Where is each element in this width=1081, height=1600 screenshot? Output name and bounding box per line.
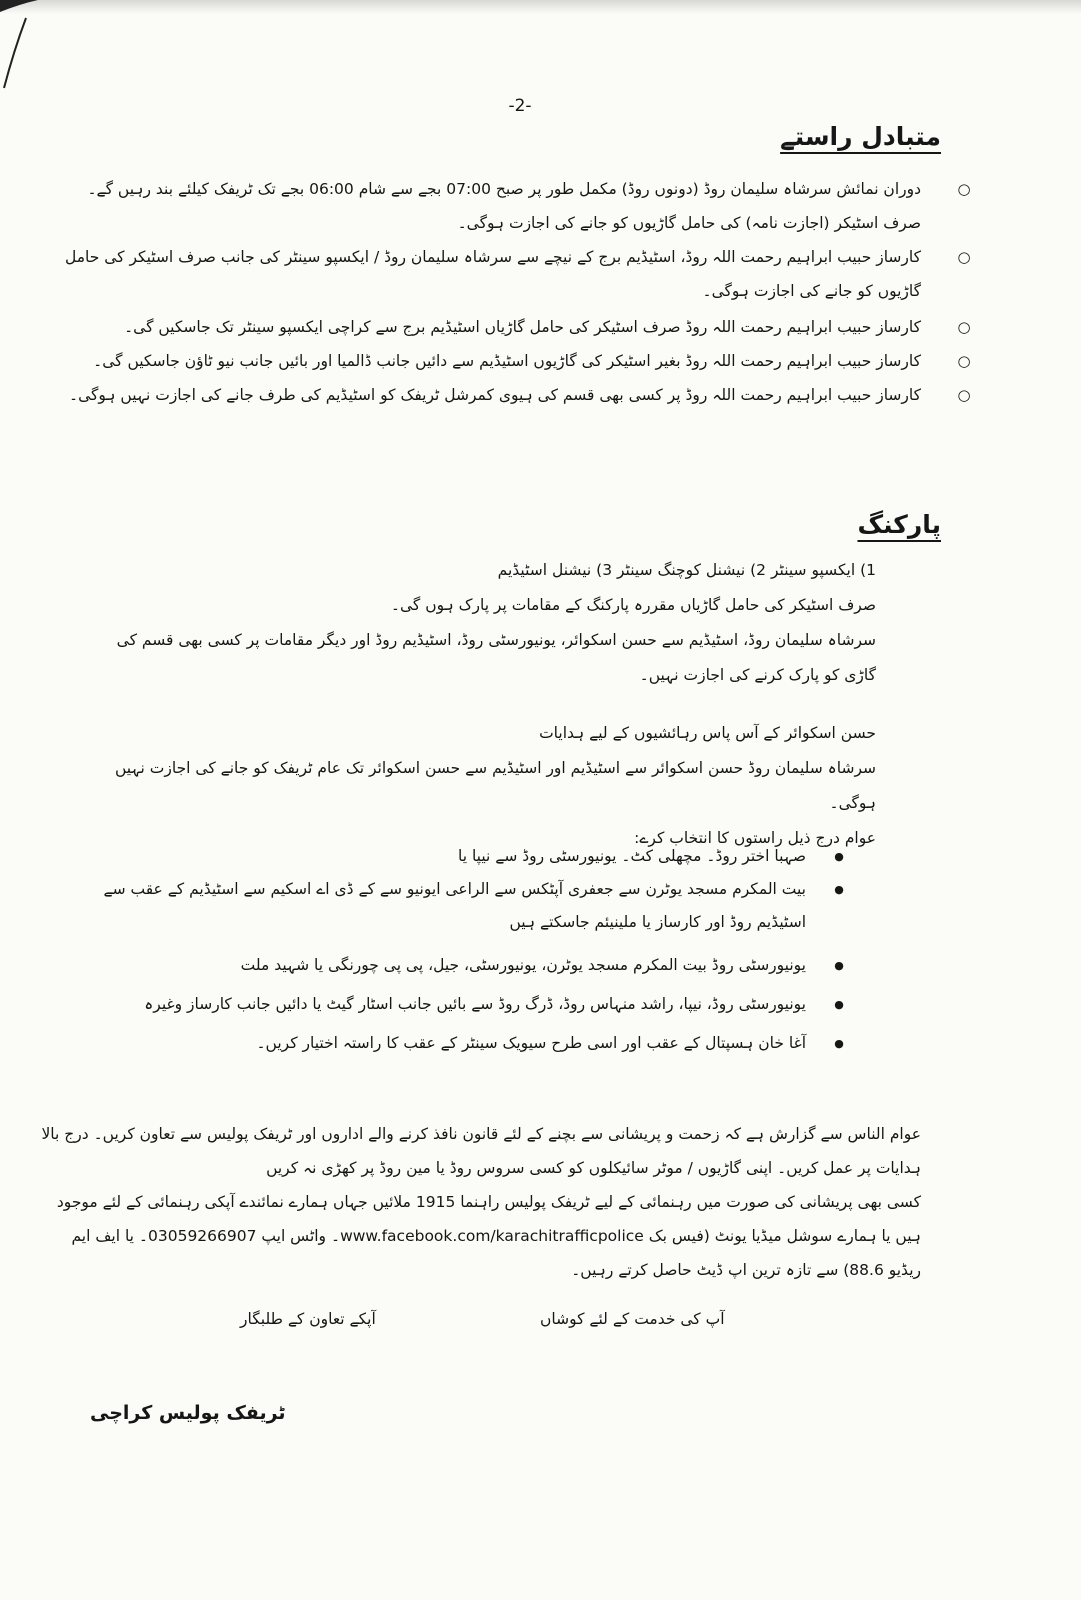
circle-bullet-icon: ○ (957, 352, 971, 370)
appeal-paragraph: کسی بھی پریشانی کی صورت میں رہنمائی کے لیے ٹریفک پولیس راہنما 1915 ملائیں جہاں ہمارے نمائندے آپکی رہنمائی کے لئے موجود ہیں یا ہمارے سوشل میڈیا یونٹ (فیس بک www.facebook.com/karachitrafficpolice۔ واٹس ایپ 03059266907۔ یا ایف ایم ریڈیو 88.6) سے تازہ ترین اپ ڈیٹ حاصل کرتے رہیں۔ (56, 1193, 921, 1279)
appeal-paragraph: عوام الناس سے گزارش ہے کہ زحمت و پریشانی سے بچنے کے لئے قانون نافذ کرنے والے اداروں اور ٹریفک پولیس سے تعاون کریں۔ درج بالا ہدایات پر عمل کریں۔ اپنی گاڑیوں / موٹر سائیکلوں کو کسی سروس روڈ یا مین روڈ پر کھڑی نہ کریں (41, 1125, 921, 1177)
parking-heading: پارکنگ (857, 510, 941, 539)
issuer-signature: ٹریفک پولیس کراچی (90, 1402, 286, 1424)
route-item: ● یونیورسٹی روڈ بیت المکرم مسجد یوٹرن، یونیورسٹی، جیل، پی پی چورنگی یا شہید ملت (76, 949, 806, 982)
alternate-route-item: ○ کارساز حبیب ابراہیم رحمت اللہ روڈ بغیر اسٹیکر کی گاڑیوں اسٹیڈیم سے دائیں جانب ڈالمیا اور بائیں جانب نیو ٹاؤن جاسکیں گی۔ (51, 344, 921, 378)
dot-bullet-icon: ● (834, 883, 844, 896)
route-item: ● آغا خان ہسپتال کے عقب اور اسی طرح سیویک سینٹر کے عقب کا راستہ اختیار کریں۔ (76, 1027, 806, 1060)
alternate-route-item: ○ دوران نمائش سرشاہ سلیمان روڈ (دونوں روڈ) مکمل طور پر صبح 07:00 بجے سے شام 06:00 بجے تک ٹریفک کیلئے بند رہیں گے۔ صرف اسٹیکر (اجازت نامہ) کی حامل گاڑیوں کو جانے کی اجازت ہوگی۔ (51, 172, 921, 240)
parking-restriction: سرشاہ سلیمان روڈ، اسٹیڈیم سے حسن اسکوائر، یونیورسٹی روڈ، اسٹیڈیم روڈ اور دیگر مقامات پر کسی بھی قسم کی گاڑی کو پارک کرنے کی اجازت نہیں۔ (116, 631, 876, 684)
route-item: ● بیت المکرم مسجد یوٹرن سے جعفری آپٹکس سے الراعی ایونیو سے کے ڈی اے اسکیم سے اسٹیڈیم کے عقب سے اسٹیڈیم روڈ اور کارساز یا ملینیئم جاسکتے ہیں (76, 873, 806, 939)
circle-bullet-icon: ○ (957, 180, 971, 198)
circle-bullet-icon: ○ (957, 386, 971, 404)
cooperation-note: آپکے تعاون کے طلبگار (240, 1310, 376, 1328)
alternate-route-item: ○ کارساز حبیب ابراہیم رحمت اللہ روڈ، اسٹیڈیم برج کے نیچے سے سرشاہ سلیمان روڈ / ایکسپو سینٹر کی جانب صرف اسٹیکر کی حامل گاڑیوں کو جانے کی اجازت ہوگی۔ (51, 240, 921, 308)
public-appeal (41, 1117, 921, 1287)
facebook-link[interactable]: www.facebook.com/karachitrafficpolice (340, 1227, 644, 1245)
hasan-square-line: سرشاہ سلیمان روڈ حسن اسکوائر سے اسٹیڈیم اور اسٹیڈیم سے حسن اسکوائر تک عام ٹریفک کو جانے کی اجازت نہیں ہوگی۔ (115, 759, 876, 812)
alternate-route-item: ○ کارساز حبیب ابراہیم رحمت اللہ روڈ صرف اسٹیکر کی حامل گاڑیاں اسٹیڈیم برج سے کراچی ایکسپو سینٹر تک جاسکیں گی۔ (51, 310, 921, 344)
alternate-routes-list (51, 172, 971, 412)
parking-sticker-note: صرف اسٹیکر کی حامل گاڑیاں مقررہ پارکنگ کے مقامات پر پارک ہوں گی۔ (390, 596, 876, 614)
dot-bullet-icon: ● (834, 959, 844, 972)
hasan-square-title: حسن اسکوائر کے آس پاس رہائشیوں کے لیے ہدایات (539, 724, 876, 742)
dot-bullet-icon: ● (834, 998, 844, 1011)
circle-bullet-icon: ○ (957, 318, 971, 336)
circle-bullet-icon: ○ (957, 248, 971, 266)
alternate-route-item: ○ کارساز حبیب ابراہیم رحمت اللہ روڈ پر کسی بھی قسم کی ہیوی کمرشل ٹریفک کو اسٹیڈیم کی طرف جانے کی اجازت نہیں ہوگی۔ (51, 378, 921, 412)
route-item: ● صہبا اختر روڈ۔ مچھلی کٹ۔ یونیورسٹی روڈ سے نیپا یا (76, 840, 806, 873)
dot-bullet-icon: ● (834, 850, 844, 863)
hasan-square-section (96, 716, 876, 856)
hasan-square-line: عوام درج ذیل راستوں کا انتخاب کرے: (634, 829, 876, 847)
page-number: -2- (508, 96, 532, 116)
alternate-routes-heading: متبادل راستے (780, 122, 941, 151)
service-note: آپ کی خدمت کے لئے کوشاں (540, 1310, 725, 1328)
parking-section (96, 553, 876, 693)
route-item: ● یونیورسٹی روڈ، نیپا، راشد منہاس روڈ، ڈرگ روڈ سے بائیں جانب اسٹار گیٹ یا دائیں جانب کارساز وغیرہ (76, 988, 806, 1021)
hasan-square-routes-list (76, 840, 844, 1060)
scan-edge (0, 0, 1081, 14)
dot-bullet-icon: ● (834, 1037, 844, 1050)
corner-scan-mark (0, 0, 60, 90)
parking-locations: 1) ایکسپو سینٹر 2) نیشنل کوچنگ سینٹر 3) نیشنل اسٹیڈیم (497, 561, 876, 579)
